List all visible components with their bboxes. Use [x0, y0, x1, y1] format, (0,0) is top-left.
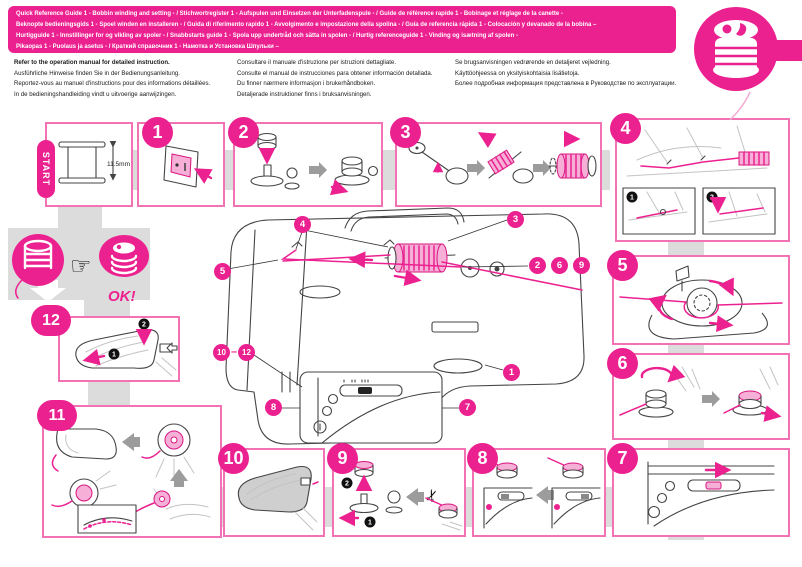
scissors-icon: ✂ [422, 486, 444, 505]
step-10-number: 10 [218, 443, 249, 474]
instruction-line: Ausführliche Hinweise finden Sie in der Bedienungsanleitung. [14, 69, 180, 77]
callout-1: 1 [503, 364, 520, 381]
bobbin-logo-icon [688, 2, 802, 124]
step-4-panel [615, 118, 790, 242]
step-3-number: 3 [390, 117, 421, 148]
callout-2: 2 [529, 257, 546, 274]
cover-replace-illustration [60, 318, 178, 380]
scene-pull-thread [52, 471, 136, 533]
thread-guide-illustration [617, 120, 788, 240]
instruction-line: In de bedieningshandleiding vindt u uitvoerige aanwijzingen. [14, 90, 177, 98]
substep-1-badge [365, 517, 376, 528]
step-6-number: 6 [607, 348, 638, 379]
step-3-panel [395, 122, 602, 207]
bobbin-height-label: 11.5mm [107, 161, 130, 168]
svg-text:2: 2 [142, 321, 146, 329]
header-line-4: Pikaopas 1 - Puolaus ja asetus - / Краткий справочник 1 - Намотка и Установка Шпульки – [16, 44, 279, 50]
callout-8: 8 [265, 399, 282, 416]
callout-9: 9 [573, 257, 590, 274]
sewing-machine-diagram [180, 203, 610, 473]
instructions-col-1 [14, 58, 210, 100]
header-line-3: Hurtigguide 1 - Innstillinger for og vikling av spoler - / Snabbstarts guide 1 - Spola upp undertråd och sätta in spolen - / Hurtig referenceguide 1 - Vinding og isætning af spolen - [16, 33, 518, 39]
svg-text:1: 1 [112, 351, 116, 359]
scene-thread-slot [142, 424, 194, 477]
step-5-number: 5 [607, 250, 638, 281]
step-4-number: 4 [610, 113, 641, 144]
step-5-panel [612, 255, 790, 345]
scene-final [52, 429, 116, 471]
pointing-hand-icon: ☞ [70, 253, 92, 280]
instruction-line: Refer to the operation manual for detailed instruction. [14, 59, 170, 66]
instruction-line: Consultare il manuale d'istruzione per istruzioni dettagliate. [237, 59, 397, 66]
callout-12: 12 [238, 344, 255, 361]
flow-band-left-3 [88, 380, 130, 406]
callout-3: 3 [507, 211, 524, 228]
step-12-panel [58, 316, 180, 382]
instructions-col-3 [455, 58, 676, 90]
tension-disc-illustration [614, 257, 788, 343]
instructions-col-2 [237, 58, 432, 100]
step-9-number: 9 [327, 443, 358, 474]
instruction-line: Se brugsanvisningen vedrørende en detaljeret vejledning. [455, 59, 611, 66]
header-line-2: Beknopte bedieningsgids 1 - Spoel winden en installeren - / Guida di riferimento rapido 1 - Avvolgimento e impostazione della spolina - / Guía de referencia rápida 1 - Colocación y devanado de la bobina – [16, 22, 597, 28]
step-1-number: 1 [142, 117, 173, 148]
callout-6: 6 [551, 257, 568, 274]
svg-text:2: 2 [345, 480, 349, 488]
callout-5: 5 [214, 263, 231, 280]
callout-7: 7 [459, 399, 476, 416]
callout-4: 4 [294, 216, 311, 233]
step-11-number: 11 [37, 400, 77, 431]
step-12-number: 12 [31, 305, 71, 336]
instruction-line: Du finner nærmere informasjon i brukerhåndboken. [237, 80, 376, 87]
bobbin-size-illustration [47, 124, 131, 205]
substep-1-badge [627, 192, 638, 203]
start-panel [45, 122, 133, 207]
step-7-number: 7 [607, 443, 638, 474]
wind-bobbin-illustration [614, 355, 788, 438]
substep-2-badge [707, 192, 718, 203]
svg-text:1: 1 [630, 194, 634, 202]
svg-text:2: 2 [710, 194, 714, 202]
ok-label: OK! [108, 288, 136, 305]
spool-pin-illustration [397, 124, 600, 205]
step-2-number: 2 [228, 117, 259, 148]
callout-range-dash: – [231, 346, 238, 358]
header-line-1: Quick Reference Guide 1 - Bobbin winding and setting - / Stichwortregister 1 - Aufspulen und Einsetzen der Unterfadenspule - / Guide de référence rapide 1 - Bobinage et réglage de la canette - [16, 11, 563, 17]
ok-bobbin-badge [99, 235, 149, 277]
step-6-panel [612, 353, 790, 440]
instruction-line: Käyttöohjeessa on yksityiskohtaisia lisätietoja. [455, 69, 580, 77]
step-8-number: 8 [467, 443, 498, 474]
instruction-line: Reportez-vous au manuel d'instructions pour des informations détaillées. [14, 80, 211, 87]
instruction-line: Более подробная информация представлена в Руководстве по эксплуатации. [455, 80, 677, 87]
step-7-panel [612, 448, 790, 537]
scene-hold-bobbin [126, 489, 210, 519]
substep-2-badge [342, 478, 353, 489]
start-label: START [37, 140, 55, 198]
instruction-line: Detaljerade instruktioner finns i bruksanvisningen. [237, 90, 372, 98]
header-banner [8, 6, 676, 53]
substep-1-badge [109, 349, 120, 360]
scene-before [548, 458, 600, 528]
winder-switch-illustration [614, 450, 788, 535]
svg-text:1: 1 [368, 519, 372, 527]
instruction-line: Consulte el manual de instrucciones para obtener información detallada. [237, 69, 433, 77]
control-panel-inset [300, 372, 442, 443]
callout-10: 10 [213, 344, 230, 361]
substep-2-badge [139, 319, 150, 330]
